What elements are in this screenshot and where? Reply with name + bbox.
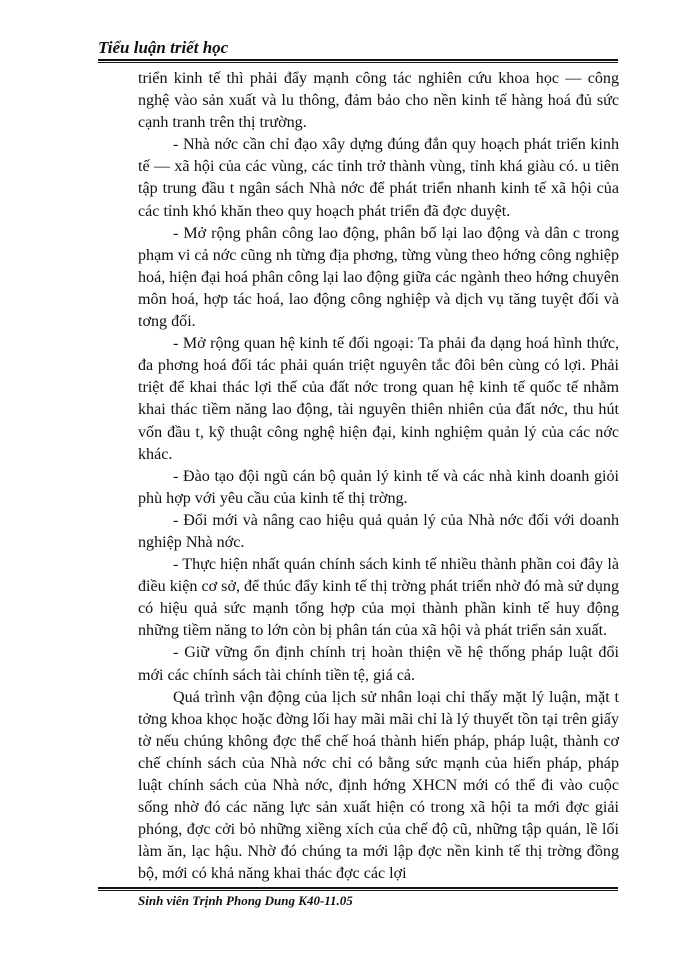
paragraph-3: - Mở rộng phân công lao động, phân bố lại lao động và dân c trong phạm vi cả nớc cũng nh từng địa phơng, từng vùng theo hớng công nghiệp hoá, hiện đại hoá phân công lại lao động giữa các ngành theo hớng chuyên môn hoá, hợp tác hoá, lao động công nghiệp và dịch vụ tăng tuyệt đối và tơng đối.	[138, 224, 619, 331]
header-rule	[98, 59, 618, 63]
footer-text: Sinh viên Trịnh Phong Dung K40-11.05	[138, 893, 353, 908]
paragraph-7: - Thực hiện nhất quán chính sách kinh tế nhiều thành phần coi đây là điều kiện cơ sở, để thúc đẩy kinh tế thị trờng phát triển nhờ đó mà sử dụng có hiệu quả sức mạnh tổng hợp của mọi thành phần kinh tế huy động những tiềm năng to lớn còn bị phân tán của xã hội và phát triển sản xuất.	[138, 556, 619, 640]
paragraph-5: - Đào tạo đội ngũ cán bộ quản lý kinh tế và các nhà kinh doanh giỏi phù hợp với yêu cầu của kinh tế thị trờng.	[138, 467, 619, 507]
body-text	[138, 68, 619, 885]
paragraph-4: - Mở rộng quan hệ kinh tế đối ngoại: Ta phải đa dạng hoá hình thức, đa phơng hoá đối tác phải quán triệt nguyên tắc đôi bên cùng có lợi. Phải triệt để khai thác lợi thế của đất nớc trong quan hệ kinh tế quốc tế nhằm khai thác tiềm năng lao động, tài nguyên thiên nhiên của đất nớc, thu hút vốn đầu t, kỹ thuật công nghệ hiện đại, kinh nghiệm quản lý của các nớc khác.	[138, 335, 619, 463]
paragraph-6: - Đổi mới và nâng cao hiệu quả quản lý của Nhà nớc đối với doanh nghiệp Nhà nớc.	[138, 511, 619, 551]
footer-rule	[98, 887, 618, 891]
paragraph-1: triển kinh tế thì phải đẩy mạnh công tác nghiên cứu khoa học — công nghệ vào sản xuất và lu thông, đảm bảo cho nền kinh tế hàng hoá đủ sức cạnh tranh trên thị trường.	[138, 70, 619, 132]
header-title: Tiểu luận triết học	[98, 38, 229, 57]
paragraph-2: - Nhà nớc cần chỉ đạo xây dựng đúng đắn quy hoạch phát triển kinh tế — xã hội của các vùng, các tỉnh trở thành vùng, tỉnh khá giàu có. u tiên tập trung đầu t ngân sách Nhà nớc để phát triển nhanh kinh tế xã hội của các tỉnh khó khăn theo quy hoạch phát triển đã đợc duyệt.	[138, 136, 619, 220]
page-header	[98, 38, 618, 58]
page-footer	[138, 893, 618, 909]
paragraph-8: - Giữ vững ổn định chính trị hoàn thiện về hệ thống pháp luật đổi mới các chính sách tài chính tiền tệ, giá cả.	[138, 644, 619, 684]
paragraph-9: Quá trình vận động của lịch sử nhân loại chỉ thấy mặt lý luận, mặt t tởng khoa khọc hoặc đờng lối hay mãi mãi chỉ là lý thuyết tồn tại trên giấy tờ nếu chúng không đợc thể chế hoá thành hiến pháp, pháp luật, thành cơ chế chính sách của Nhà nớc chỉ có bằng sức mạnh của hiến pháp, pháp luật chính sách của Nhà nớc, định hớng XHCN mới có thể đi vào cuộc sống nhờ đó các năng lực sản xuất hiện có trong xã hội ta mới đợc giải phóng, đợc cởi bỏ những xiềng xích của chế độ cũ, những tập quán, lề lối làm ăn, lạc hậu. Nhờ đó chúng ta mới lập đợc nền kinh tế thị trờng đồng bộ, mới có khả năng khai thác đợc các lợi	[138, 688, 619, 883]
